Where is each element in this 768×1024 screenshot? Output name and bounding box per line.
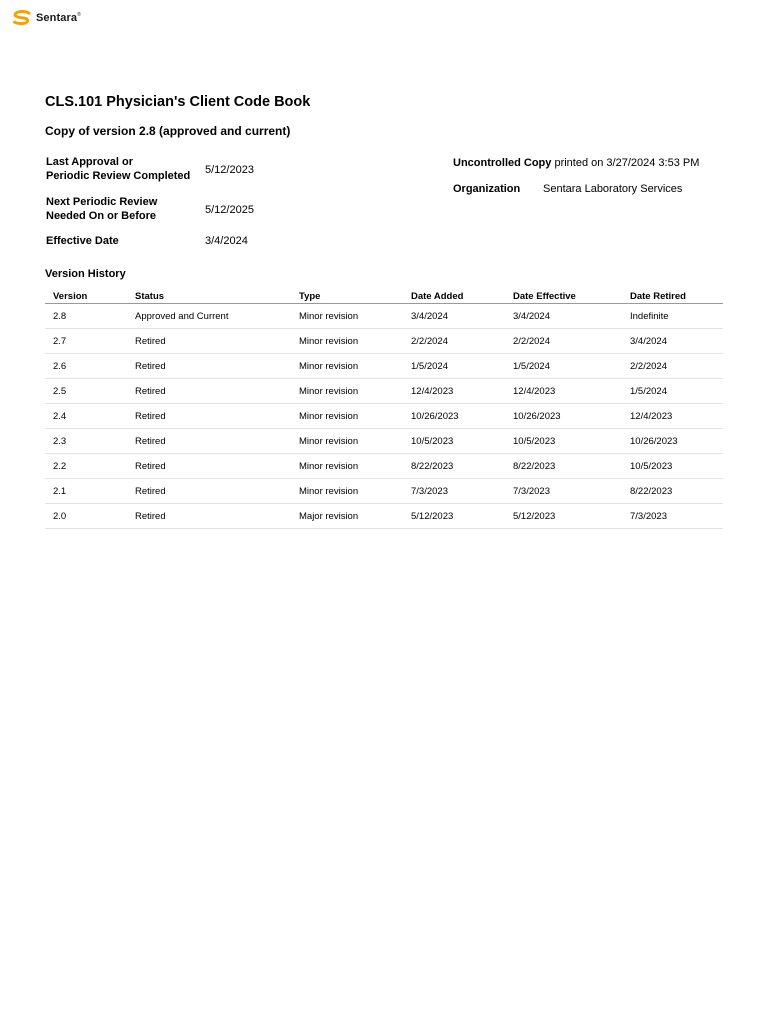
cell-type: Minor revision [299,354,411,379]
organization-label: Organization [453,183,521,195]
version-history-table [45,288,723,529]
cell-type: Minor revision [299,404,411,429]
printed-on-text: printed on 3/27/2024 3:53 PM [554,157,700,169]
cell-date-retired: 10/5/2023 [630,454,723,479]
col-header-date-added: Date Added [411,288,513,304]
table-row [45,429,723,454]
next-review-value: 5/12/2025 [205,204,254,216]
col-header-date-retired: Date Retired [630,288,723,304]
last-approval-value: 5/12/2023 [205,164,254,176]
cell-version: 2.7 [45,329,135,354]
cell-status: Retired [135,479,299,504]
cell-date-added: 10/26/2023 [411,404,513,429]
cell-type: Minor revision [299,454,411,479]
cell-type: Minor revision [299,329,411,354]
table-row [45,354,723,379]
cell-version: 2.2 [45,454,135,479]
col-header-status: Status [135,288,299,304]
table-header-row [45,288,723,304]
cell-date-retired: 12/4/2023 [630,404,723,429]
cell-version: 2.4 [45,404,135,429]
uncontrolled-copy-note [453,156,699,170]
cell-date-added: 2/2/2024 [411,329,513,354]
cell-date-effective: 10/26/2023 [513,404,630,429]
cell-date-retired: Indefinite [630,304,723,329]
brand-name: Sentara® [36,12,81,24]
sentara-logo [12,10,81,26]
cell-date-effective: 2/2/2024 [513,329,630,354]
cell-date-retired: 3/4/2024 [630,329,723,354]
cell-type: Minor revision [299,379,411,404]
cell-date-effective: 1/5/2024 [513,354,630,379]
cell-version: 2.5 [45,379,135,404]
cell-status: Retired [135,404,299,429]
cell-status: Retired [135,429,299,454]
cell-date-added: 12/4/2023 [411,379,513,404]
cell-version: 2.0 [45,504,135,529]
document-subtitle: Copy of version 2.8 (approved and current) [45,124,291,138]
cell-date-added: 7/3/2023 [411,479,513,504]
cell-date-added: 8/22/2023 [411,454,513,479]
table-row [45,454,723,479]
effective-date-value: 3/4/2024 [205,235,248,247]
table-row [45,504,723,529]
cell-date-effective: 8/22/2023 [513,454,630,479]
cell-date-retired: 2/2/2024 [630,354,723,379]
cell-status: Retired [135,504,299,529]
table-row [45,304,723,329]
cell-status: Retired [135,454,299,479]
table-row [45,404,723,429]
table-row [45,479,723,504]
cell-version: 2.6 [45,354,135,379]
cell-date-added: 3/4/2024 [411,304,513,329]
cell-date-retired: 8/22/2023 [630,479,723,504]
cell-status: Retired [135,379,299,404]
cell-version: 2.8 [45,304,135,329]
table-row [45,329,723,354]
next-review-label: Next Periodic Review Needed On or Before [46,196,158,222]
effective-date-label: Effective Date [46,235,119,247]
cell-status: Retired [135,354,299,379]
cell-date-effective: 7/3/2023 [513,479,630,504]
cell-type: Minor revision [299,429,411,454]
cell-date-retired: 7/3/2023 [630,504,723,529]
cell-version: 2.3 [45,429,135,454]
cell-date-added: 10/5/2023 [411,429,513,454]
cell-version: 2.1 [45,479,135,504]
cell-date-added: 5/12/2023 [411,504,513,529]
cell-type: Minor revision [299,304,411,329]
sentara-swoosh-icon [12,10,32,26]
document-title: CLS.101 Physician's Client Code Book [45,94,311,110]
version-history-title: Version History [45,268,126,280]
cell-date-retired: 10/26/2023 [630,429,723,454]
table-row [45,379,723,404]
uncontrolled-copy-label: Uncontrolled Copy [453,157,552,169]
cell-date-effective: 12/4/2023 [513,379,630,404]
cell-status: Approved and Current [135,304,299,329]
cell-date-effective: 3/4/2024 [513,304,630,329]
organization-value: Sentara Laboratory Services [543,183,683,195]
col-header-date-effective: Date Effective [513,288,630,304]
cell-date-effective: 5/12/2023 [513,504,630,529]
cell-date-retired: 1/5/2024 [630,379,723,404]
cell-type: Minor revision [299,479,411,504]
last-approval-label: Last Approval or Periodic Review Completed [46,156,191,182]
cell-date-added: 1/5/2024 [411,354,513,379]
col-header-type: Type [299,288,411,304]
col-header-version: Version [45,288,135,304]
cell-date-effective: 10/5/2023 [513,429,630,454]
cell-type: Major revision [299,504,411,529]
cell-status: Retired [135,329,299,354]
